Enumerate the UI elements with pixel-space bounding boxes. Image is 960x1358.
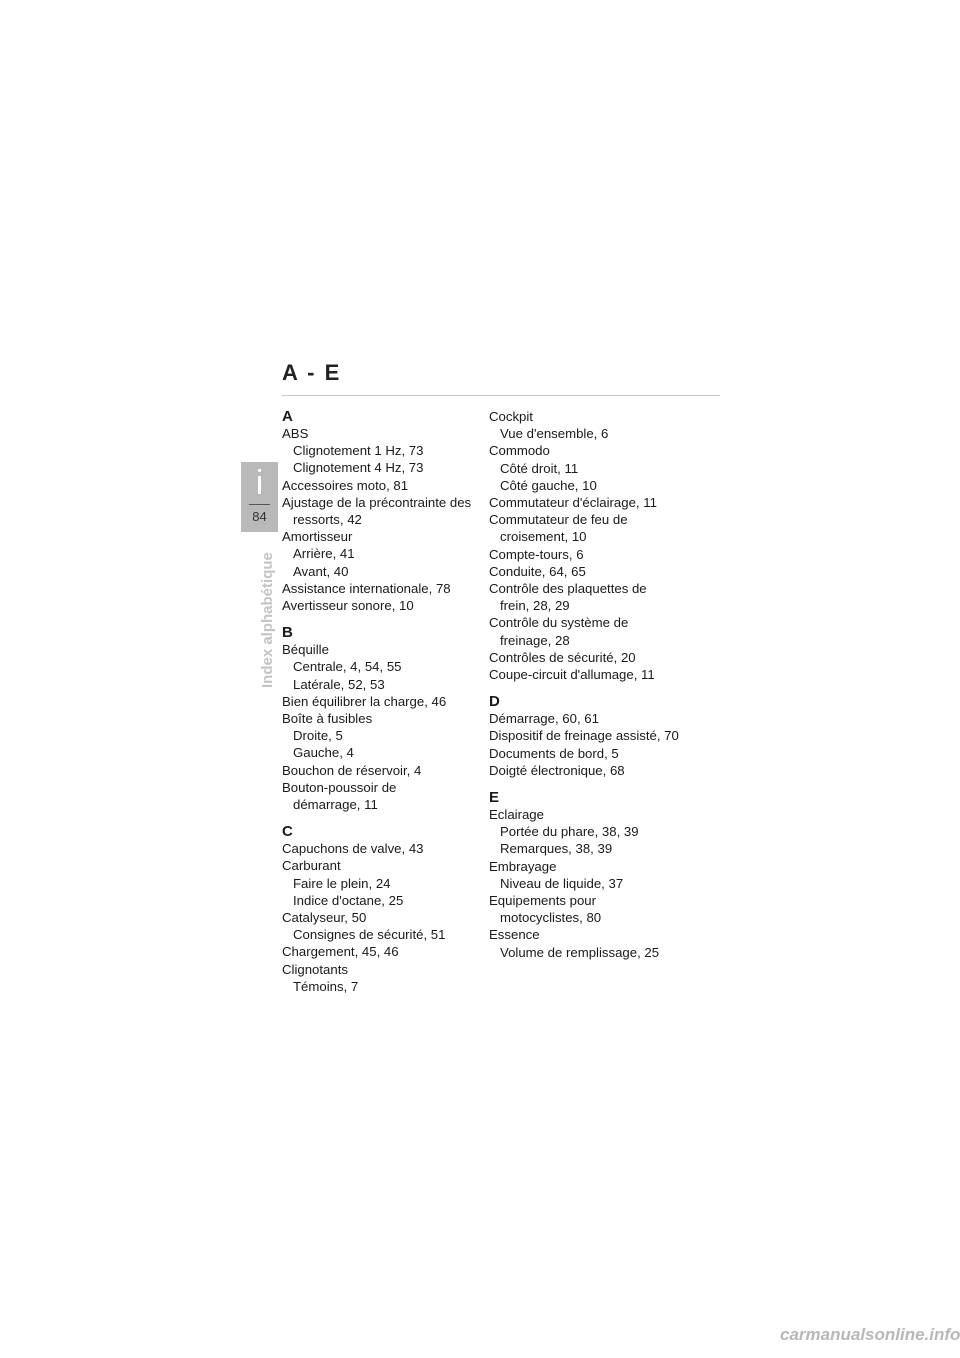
index-entry: Cockpit: [489, 409, 533, 424]
page-number: 84: [252, 509, 267, 524]
tab-divider: [249, 504, 270, 505]
index-entry: Contrôles de sécurité, 20: [489, 649, 636, 665]
index-entry: Avertisseur sonore, 10: [282, 598, 414, 614]
index-entry: Catalyseur, 50: [282, 910, 367, 926]
index-subentry: Remarques, 38, 39: [500, 841, 613, 857]
index-subentry: Vue d'ensemble, 6: [500, 426, 609, 442]
index-entry: Amortisseur: [282, 529, 353, 545]
section-letter: D: [489, 693, 500, 711]
index-entry: Equipements pour: [489, 893, 597, 909]
index-subentry: Côté gauche, 10: [500, 477, 597, 493]
chapter-label: Index alphabétique: [259, 552, 276, 688]
index-entry: Conduite, 64, 65: [489, 563, 586, 579]
index-entry: Clignotants: [282, 961, 348, 977]
chapter-tab: [241, 462, 278, 532]
section-letter: B: [282, 624, 293, 642]
index-subentry: Centrale, 4, 54, 55: [293, 659, 402, 675]
index-subentry: Droite, 5: [293, 728, 343, 744]
index-entry: Ajustage de la précontrainte des: [282, 494, 472, 510]
index-entry: Chargement, 45, 46: [282, 944, 399, 960]
index-subentry: Côté droit, 11: [500, 460, 579, 476]
index-subentry: Niveau de liquide, 37: [500, 875, 624, 891]
index-entry: Coupe-circuit d'allumage, 11: [489, 667, 655, 683]
index-subentry: Avant, 40: [293, 563, 349, 579]
index-subentry: Clignotement 4 Hz, 73: [293, 460, 424, 476]
index-subentry: Clignotement 1 Hz, 73: [293, 443, 424, 459]
index-entry: Bouchon de réservoir, 4: [282, 762, 422, 778]
title-divider: [282, 395, 720, 396]
index-entry: Capuchons de valve, 43: [282, 841, 424, 857]
index-entry: Démarrage, 60, 61: [489, 711, 599, 727]
index-subentry: Arrière, 41: [293, 546, 355, 562]
index-entry: Accessoires moto, 81: [282, 477, 409, 493]
page-title: A - E: [282, 360, 342, 385]
section-letter: E: [489, 789, 500, 807]
index-subentry: Volume de remplissage, 25: [500, 944, 660, 960]
index-subentry: croisement, 10: [500, 529, 587, 545]
index-entry: Embrayage: [489, 858, 557, 874]
index-subentry: démarrage, 11: [293, 797, 378, 813]
index-subentry: Latérale, 52, 53: [293, 676, 385, 692]
index-entry: ABS: [282, 426, 309, 441]
index-subentry: ressorts, 42: [293, 512, 362, 528]
info-icon: i: [255, 464, 264, 502]
index-subentry: Gauche, 4: [293, 745, 354, 761]
index-entry: Bien équilibrer la charge, 46: [282, 693, 447, 709]
index-subentry: freinage, 28: [500, 632, 570, 648]
index-entry: Béquille: [282, 642, 329, 658]
index-column-right: [489, 408, 719, 961]
index-subentry: Faire le plein, 24: [293, 875, 391, 891]
index-subentry: Témoins, 7: [293, 978, 359, 994]
index-entry: Doigté électronique, 68: [489, 762, 625, 778]
index-entry: Documents de bord, 5: [489, 745, 619, 761]
watermark: carmanualsonline.info: [780, 1325, 960, 1344]
index-entry: Commodo: [489, 443, 550, 459]
section-letter: A: [282, 408, 293, 425]
index-entry: Carburant: [282, 858, 341, 874]
index-column-left: [282, 408, 482, 995]
index-entry: Essence: [489, 927, 540, 943]
index-entry: Contrôle du système de: [489, 615, 629, 631]
index-subentry: Consignes de sécurité, 51: [293, 927, 446, 943]
index-entry: Eclairage: [489, 807, 544, 823]
index-subentry: motocyclistes, 80: [500, 910, 602, 926]
index-entry: Compte-tours, 6: [489, 546, 584, 562]
index-subentry: frein, 28, 29: [500, 598, 570, 614]
section-letter: C: [282, 823, 293, 841]
index-entry: Dispositif de freinage assisté, 70: [489, 728, 679, 744]
index-subentry: Portée du phare, 38, 39: [500, 824, 639, 840]
index-entry: Contrôle des plaquettes de: [489, 581, 647, 597]
index-entry: Assistance internationale, 78: [282, 580, 451, 596]
index-entry: Commutateur d'éclairage, 11: [489, 495, 657, 511]
index-entry: Bouton-poussoir de: [282, 779, 397, 795]
index-entry: Commutateur de feu de: [489, 512, 628, 528]
index-subentry: Indice d'octane, 25: [293, 892, 404, 908]
index-entry: Boîte à fusibles: [282, 711, 373, 727]
